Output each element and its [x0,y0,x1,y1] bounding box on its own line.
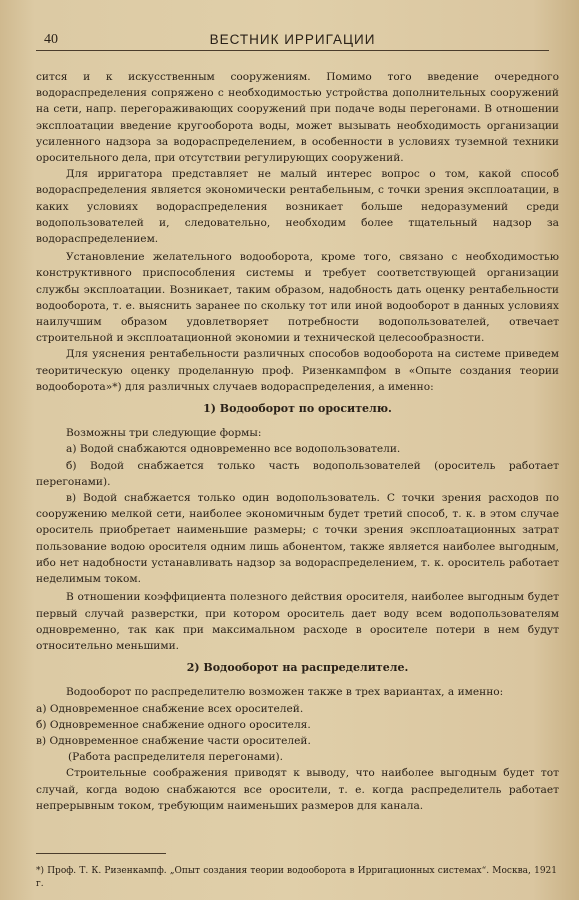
paragraph-continuation: сится и к искусственным сооружениям. Помимо того введение очередного водораспределения сопряжено с необходимостью устройства дополнительных сооружений на сети, напр. перегораживающих сооружений при подаче воды перегонами. В отношении эксплоатации введение кругооборота воды, может вызывать необходимость организации усиленного надзора за водораспределением, в особенности в условиях туземной техники оросительного дела, при отсутствии регулирующих сооружений. [36,71,559,165]
section1-item-a: а) Водой снабжаются одновременно все водопользователи. [66,443,401,456]
section1-item-c: в) Водой снабжается только один водопользователь. С точки зрения расходов по сооружению мелкой сети, наиболее экономичным будет третий способ, т. к. в этом случае ороситель приобретает наименьшие размеры; с точки зрения эксплоатационных затрат пользование водою оросителя одним лишь абонентом, также является наиболее выгодным, ибо нет надобности устанавливать надзор за водораспределением, т. к. ороситель работает неделимым током. [36,492,559,586]
paragraph-establishment: Установление желательного водооборота, кроме того, связано с необходимостью конструктивного приспособления системы и требует соответствующей организации службы эксплоатации. Возникает, таким образом, надобность дать оценку рентабельности водооборота, т. е. выяснить заранее по скольку тот или иной водооборот в данных условиях наилучшим образом удовлетворяет потребности водопользователей, отвечает строительной и эксплоатационной экономии и технической целесообразности. [36,251,559,345]
section1-paragraph: В отношении коэффициента полезного действия оросителя, наиболее выгодным будет первый случай разверстки, при котором ороситель дает воду всем водопользователям одновременно, так как при максимальном расходе в оросителе потери в нем будут относительно меньшими. [36,591,559,652]
section1-intro: Возможны три следующие формы: [66,427,262,440]
body-text [36,69,559,814]
section2-intro: Водооборот по распределителю возможен также в трех вариантах, а именно: [66,686,504,699]
journal-title: ВЕСТНИК ИРРИГАЦИИ [209,32,376,47]
section-heading-irrigator: 1) Водооборот по оросителю. [203,402,392,416]
section1-item-b: б) Водой снабжается только часть водопользователей (ороситель работает перегонами). [36,459,559,488]
footnote-rule [36,853,166,854]
page-header [36,30,549,51]
section-heading-distributor: 2) Водооборот на распределителе. [186,661,409,675]
section2-paragraph: Строительные соображения приводят к выводу, что наиболее выгодным будет тот случай, когда водою снабжаются все оросители, т. е. когда распределитель работает непрерывным током, требующим наименьших размеров для канала. [36,767,559,812]
page-number: 40 [44,32,58,47]
section2-item-b: б) Одновременное снабжение одного оросителя. [36,718,311,731]
section2-note: (Работа распределителя перегонами). [68,751,283,764]
paragraph-rentability: Для ирригатора представляет не малый интерес вопрос о том, какой способ водораспределения является экономически рентабельным, с точки зрения эксплоатации, в каких условиях водораспределения возникает больше недоразумений среди водопользователей и, следовательно, необходим более тщательный надзор за водораспределением. [36,168,559,246]
footnote: *) Проф. Т. К. Ризенкампф. „Опыт создания теории водооборота в Ирригационных системах“. Москва, 1921 г. [36,866,557,889]
section2-item-c: в) Одновременное снабжение части оросителей. [36,734,311,747]
section2-item-a: а) Одновременное снабжение всех оросителей. [36,702,304,715]
paragraph-theory-intro: Для уяснения рентабельности различных способов водооборота на системе приведем теоритическую оценку проделанную проф. Ризенкампфом в «Опыте создания теории водооборота»*) для различных случаев водораспределения, а именно: [36,348,559,393]
